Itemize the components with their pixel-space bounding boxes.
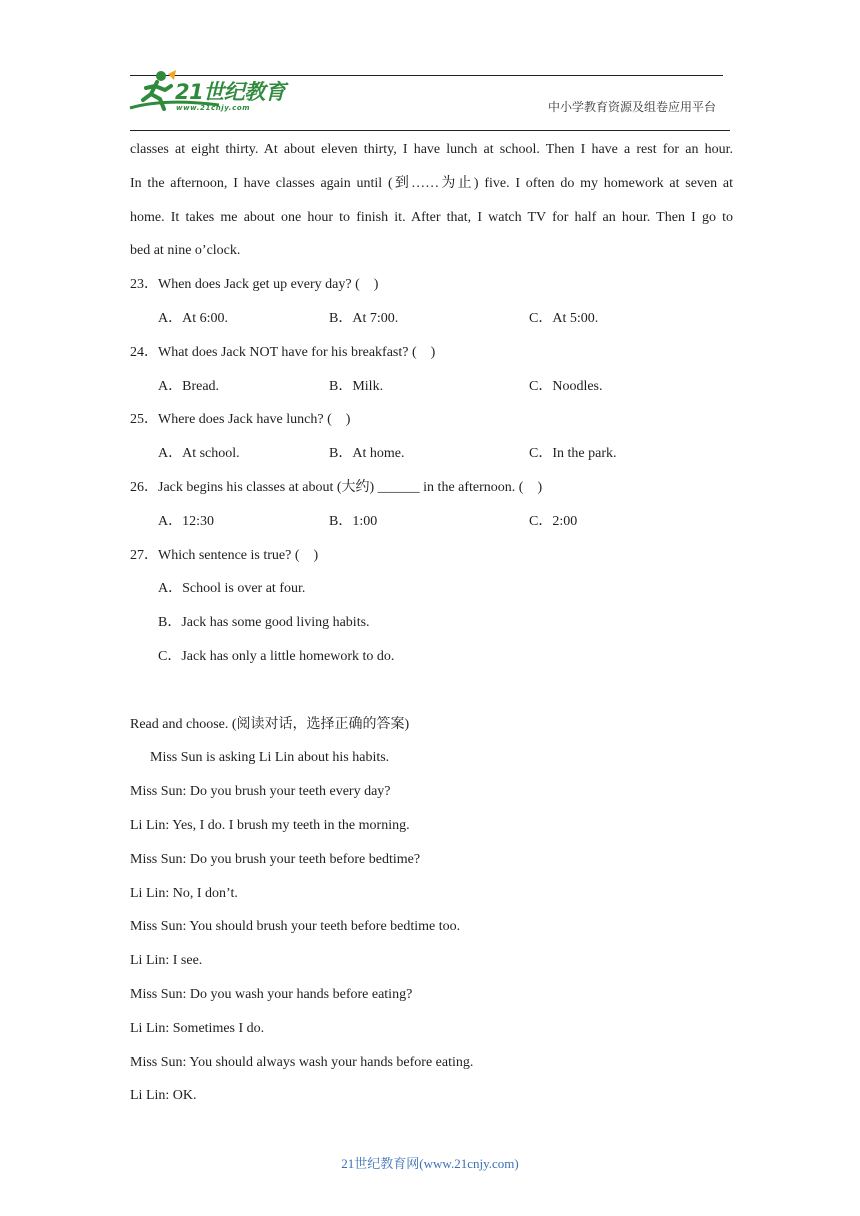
platform-label: 中小学教育资源及组卷应用平台 (548, 100, 717, 114)
logo-text: 21世纪教育 (175, 80, 286, 104)
question-26-stem: 26．Jack begins his classes at about (大约) ______ in the afternoon. ( ) (130, 479, 543, 495)
dialogue-line: Miss Sun: Do you wash your hands before eating? (130, 986, 413, 1002)
dialogue-line: Miss Sun: Do you brush your teeth before bedtime? (130, 851, 421, 867)
question-23-options (130, 307, 733, 341)
option-a: A．At 6:00. (158, 310, 228, 326)
dialogue-line: Li Lin: No, I don’t. (130, 885, 238, 901)
dialogue-intro: Miss Sun is asking Li Lin about his habits. (150, 750, 390, 766)
dialogue-line: Li Lin: OK. (130, 1088, 197, 1104)
option-b: B．Milk. (329, 378, 384, 394)
option-a: A．12:30 (158, 513, 214, 529)
option-a: A．At school. (158, 446, 240, 462)
logo-url: www.21cnjy.com (176, 104, 251, 112)
dialogue-line: Li Lin: Yes, I do. I brush my teeth in the morning. (130, 817, 410, 833)
option-b: B．At home. (329, 446, 405, 462)
page-footer[interactable]: 21世纪教育网(www.21cnjy.com) (341, 1156, 519, 1171)
passage-line: home. It takes me about one hour to finish it. After that, I watch TV for half an hour. Then I go to (130, 209, 733, 225)
question-23-stem: 23．When does Jack get up every day? ( ) (130, 277, 379, 293)
question-27-stem: 27．Which sentence is true? ( ) (130, 547, 319, 563)
dialogue-line: Li Lin: I see. (130, 953, 203, 969)
section-gap (130, 679, 733, 713)
section-instruction: Read and choose. (阅读对话，选择正确的答案) (130, 716, 410, 732)
question-25-options (130, 442, 733, 476)
page-header (0, 0, 860, 135)
dialogue-line: Miss Sun: You should brush your teeth before bedtime too. (130, 919, 461, 935)
header-bottom-rule (130, 130, 730, 131)
dialogue-line: Miss Sun: Do you brush your teeth every day? (130, 784, 391, 800)
question-24-options (130, 375, 733, 409)
option-c: C．2:00 (529, 513, 578, 529)
dialogue-line: Li Lin: Sometimes I do. (130, 1020, 265, 1036)
option-c: C．Noodles. (529, 378, 603, 394)
option-a: A．Bread. (158, 378, 220, 394)
option-b: B．1:00 (329, 513, 378, 529)
option-b: B．Jack has some good living habits. (158, 615, 370, 631)
option-a: A．School is over at four. (158, 581, 306, 597)
option-c: C．In the park. (529, 446, 617, 462)
question-26-options (130, 510, 733, 544)
option-c: C．At 5:00. (529, 310, 599, 326)
document-body (130, 138, 733, 1118)
dialogue-line: Miss Sun: You should always wash your hands before eating. (130, 1054, 474, 1070)
option-b: B．At 7:00. (329, 310, 399, 326)
question-25-stem: 25．Where does Jack have lunch? ( ) (130, 412, 351, 428)
question-24-stem: 24．What does Jack NOT have for his breakfast? ( ) (130, 344, 436, 360)
option-c: C．Jack has only a little homework to do. (158, 648, 395, 664)
passage-line: In the afternoon, I have classes again until (到……为止) five. I often do my homework at seven at (130, 175, 733, 191)
passage-line: classes at eight thirty. At about eleven thirty, I have lunch at school. Then I have a rest for an hour. (130, 142, 733, 157)
passage-line: bed at nine o’clock. (130, 243, 241, 259)
